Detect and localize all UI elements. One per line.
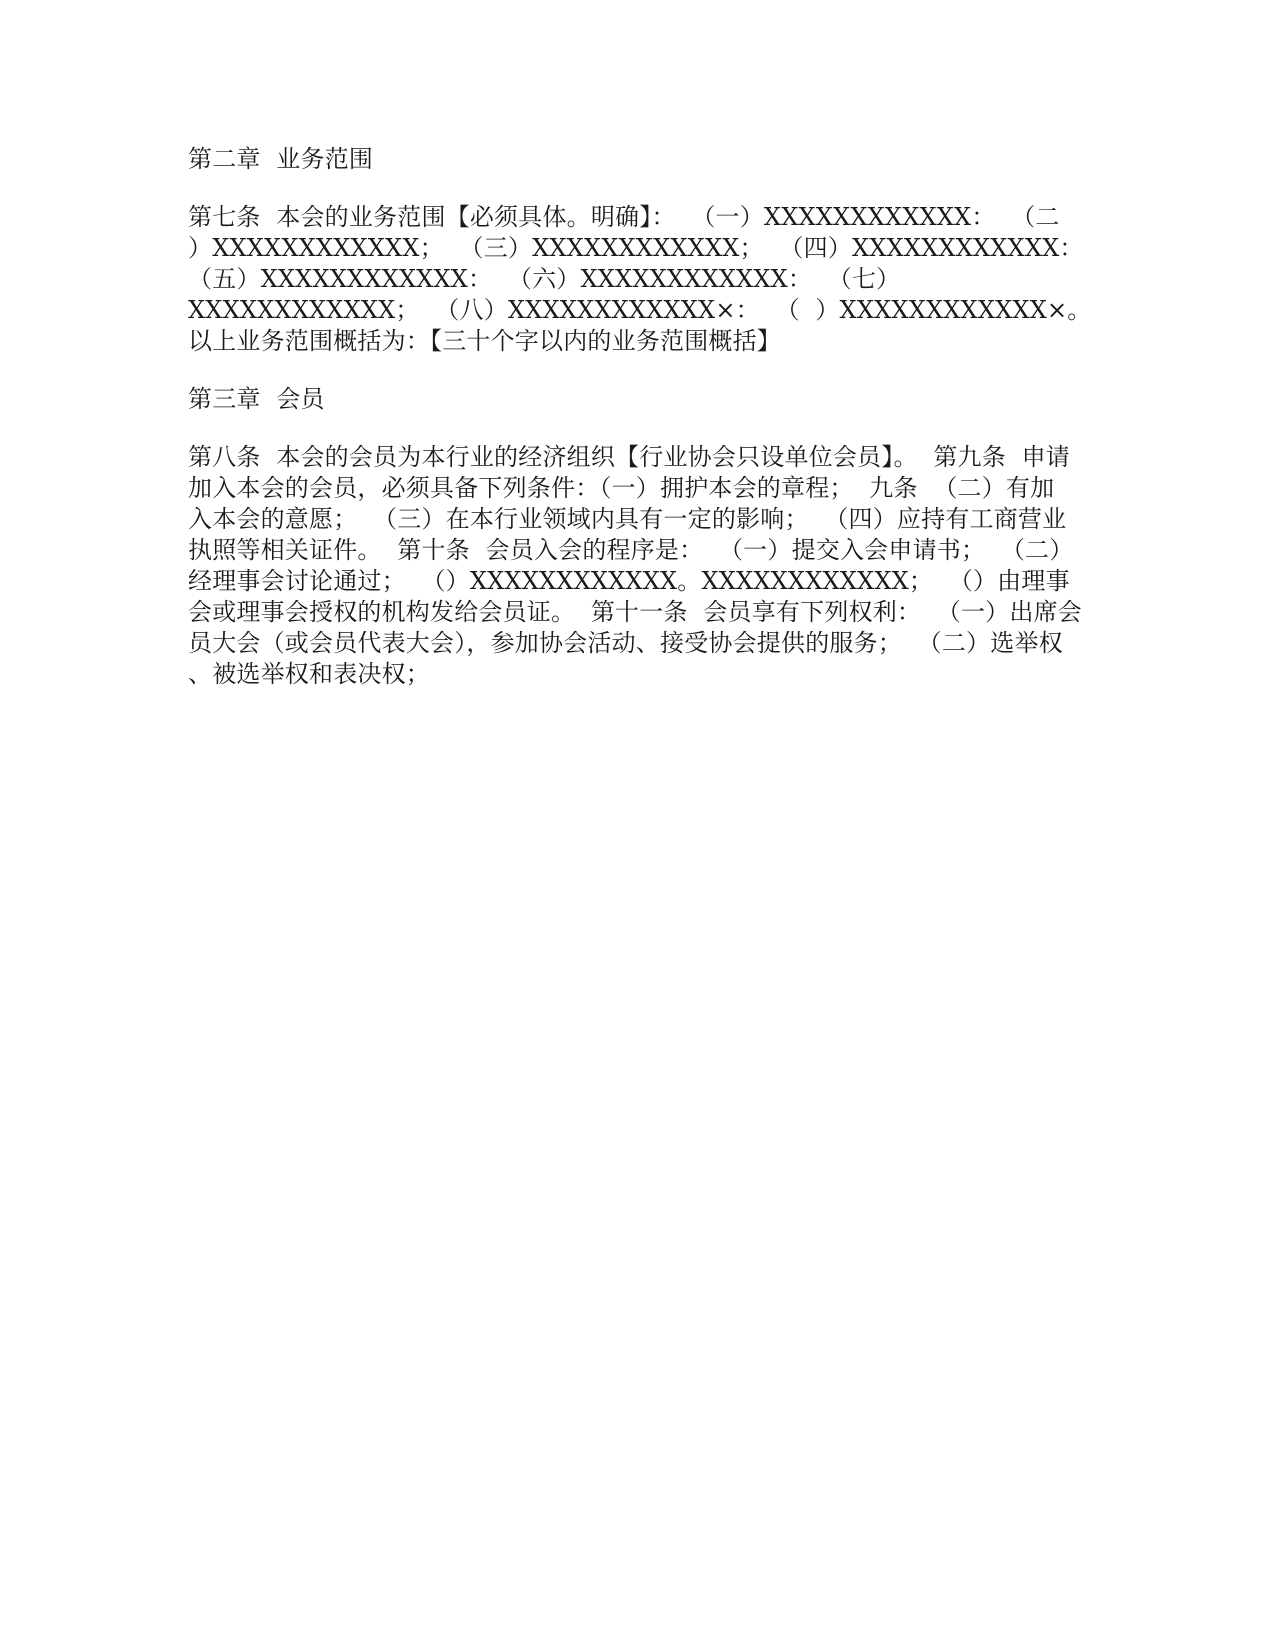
article-7-line-2: ）XXXXXXXXXXXX； （三）XXXXXXXXXXXX； （四）XXXXXXXXXXXX： <box>188 234 1084 262</box>
chapter-3-heading: 第三章 会员 <box>188 385 325 413</box>
article-7-line-4: XXXXXXXXXXXX； （八）XXXXXXXXXXXX×： （ ）XXXXXXXXXXXX×。 <box>188 296 1092 324</box>
article-8-line-2: 加入本会的会员，必须具备下列条件：（一）拥护本会的章程； 九条 （二）有加 <box>188 474 1055 502</box>
article-7-line-3: （五）XXXXXXXXXXXX： （六）XXXXXXXXXXXX： （七） <box>188 265 901 293</box>
article-8-line-8: 、被选举权和表决权； <box>188 660 430 688</box>
article-8-line-5: 经理事会讨论通过； （）XXXXXXXXXXXX。XXXXXXXXXXXX； （）由理事 <box>188 567 1070 595</box>
article-8-line-4: 执照等相关证件。 第十条 会员入会的程序是： （一）提交入会申请书； （二） <box>188 536 1074 564</box>
article-7-summary-line: 以上业务范围概括为：【三十个字以内的业务范围概括】 <box>188 327 781 355</box>
article-8-line-1: 第八条 本会的会员为本行业的经济组织【行业协会只设单位会员】。 第九条 申请 <box>188 443 1070 471</box>
article-8-line-3: 入本会的意愿； （三）在本行业领域内具有一定的影响； （四）应持有工商营业 <box>188 505 1067 533</box>
article-8-line-6: 会或理事会授权的机构发给会员证。 第十一条 会员享有下列权利： （一）出席会 <box>188 598 1082 626</box>
chapter-2-heading: 第二章 业务范围 <box>188 145 374 173</box>
article-8-line-7: 员大会（或会员代表大会），参加协会活动、接受协会提供的服务； （二）选举权 <box>188 629 1063 657</box>
article-7-line-1: 第七条 本会的业务范围【必须具体。明确】： （一）XXXXXXXXXXXX： （二 <box>188 203 1060 231</box>
